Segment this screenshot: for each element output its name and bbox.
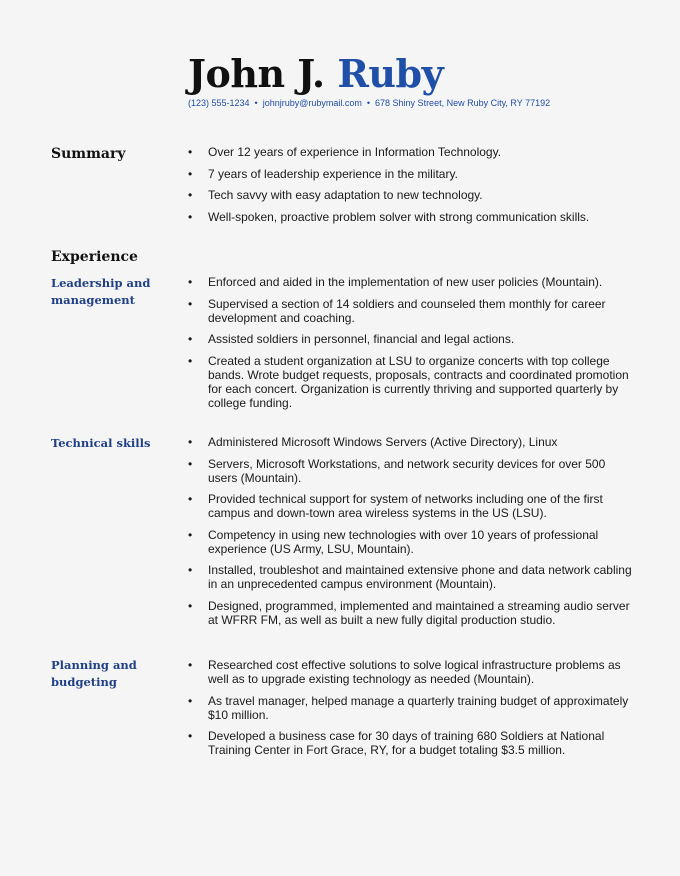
planning-list: [188, 658, 636, 765]
experience-item: • Servers, Microsoft Workstations, and network security devices for over 500 users (Mountain).: [188, 457, 636, 485]
summary-item: • Well-spoken, proactive problem solver with strong communication skills.: [188, 210, 636, 224]
experience-item: • Researched cost effective solutions to solve logical infrastructure problems as well as to upgrade existing technology as needed (Mountain).: [188, 658, 636, 686]
subsection-leadership: Leadership and management: [51, 276, 151, 307]
contact-line: [188, 98, 550, 108]
email: johnjruby@rubymail.com: [262, 98, 362, 108]
experience-item: • Supervised a section of 14 soldiers and counseled them monthly for career development and coaching.: [188, 297, 636, 325]
experience-item: • Developed a business case for 30 days of training 680 Soldiers at National Training Center in Fort Grace, RY, for a budget totaling $3.5 million.: [188, 729, 636, 757]
first-name: John J.: [188, 51, 325, 96]
summary-heading: Summary: [51, 146, 126, 162]
experience-item: • Installed, troubleshot and maintained extensive phone and data network cabling in an unprecedented campus environment (Mountain).: [188, 563, 636, 591]
experience-item: • Designed, programmed, implemented and maintained a streaming audio server at WFRR FM, as well as built a new fully digital production studio.: [188, 599, 636, 627]
experience-item: • Administered Microsoft Windows Servers (Active Directory), Linux: [188, 435, 636, 449]
header: [188, 52, 550, 108]
experience-item: • Enforced and aided in the implementation of new user policies (Mountain).: [188, 275, 636, 289]
summary-list: [188, 145, 636, 231]
phone: (123) 555-1234: [188, 98, 250, 108]
technical-list: [188, 435, 636, 634]
summary-item: • Over 12 years of experience in Information Technology.: [188, 145, 636, 159]
experience-item: • Competency in using new technologies with over 10 years of professional experience (US Army, LSU, Mountain).: [188, 528, 636, 556]
full-name: [188, 52, 550, 96]
leadership-list: [188, 275, 636, 417]
subsection-planning: Planning and budgeting: [51, 658, 137, 689]
last-name: Ruby: [337, 51, 444, 96]
experience-item: • Assisted soldiers in personnel, financial and legal actions.: [188, 332, 636, 346]
experience-item: • As travel manager, helped manage a quarterly training budget of approximately $10 million.: [188, 694, 636, 722]
experience-item: • Provided technical support for system of networks including one of the first campus and down-town area wireless systems in the US (LSU).: [188, 492, 636, 520]
subsection-technical: Technical skills: [51, 436, 151, 450]
experience-item: • Created a student organization at LSU to organize concerts with top college bands. Wrote budget requests, proposals, contracts and coordinated promotion for each concert. Organization is currently thriving and supported quarterly by college funding.: [188, 354, 636, 410]
separator-dot: •: [366, 98, 371, 108]
separator-dot: •: [254, 98, 258, 108]
experience-heading: Experience: [51, 249, 138, 265]
address: 678 Shiny Street, New Ruby City, RY 77192: [375, 98, 551, 108]
summary-item: • Tech savvy with easy adaptation to new technology.: [188, 188, 636, 202]
summary-item: • 7 years of leadership experience in the military.: [188, 167, 636, 181]
